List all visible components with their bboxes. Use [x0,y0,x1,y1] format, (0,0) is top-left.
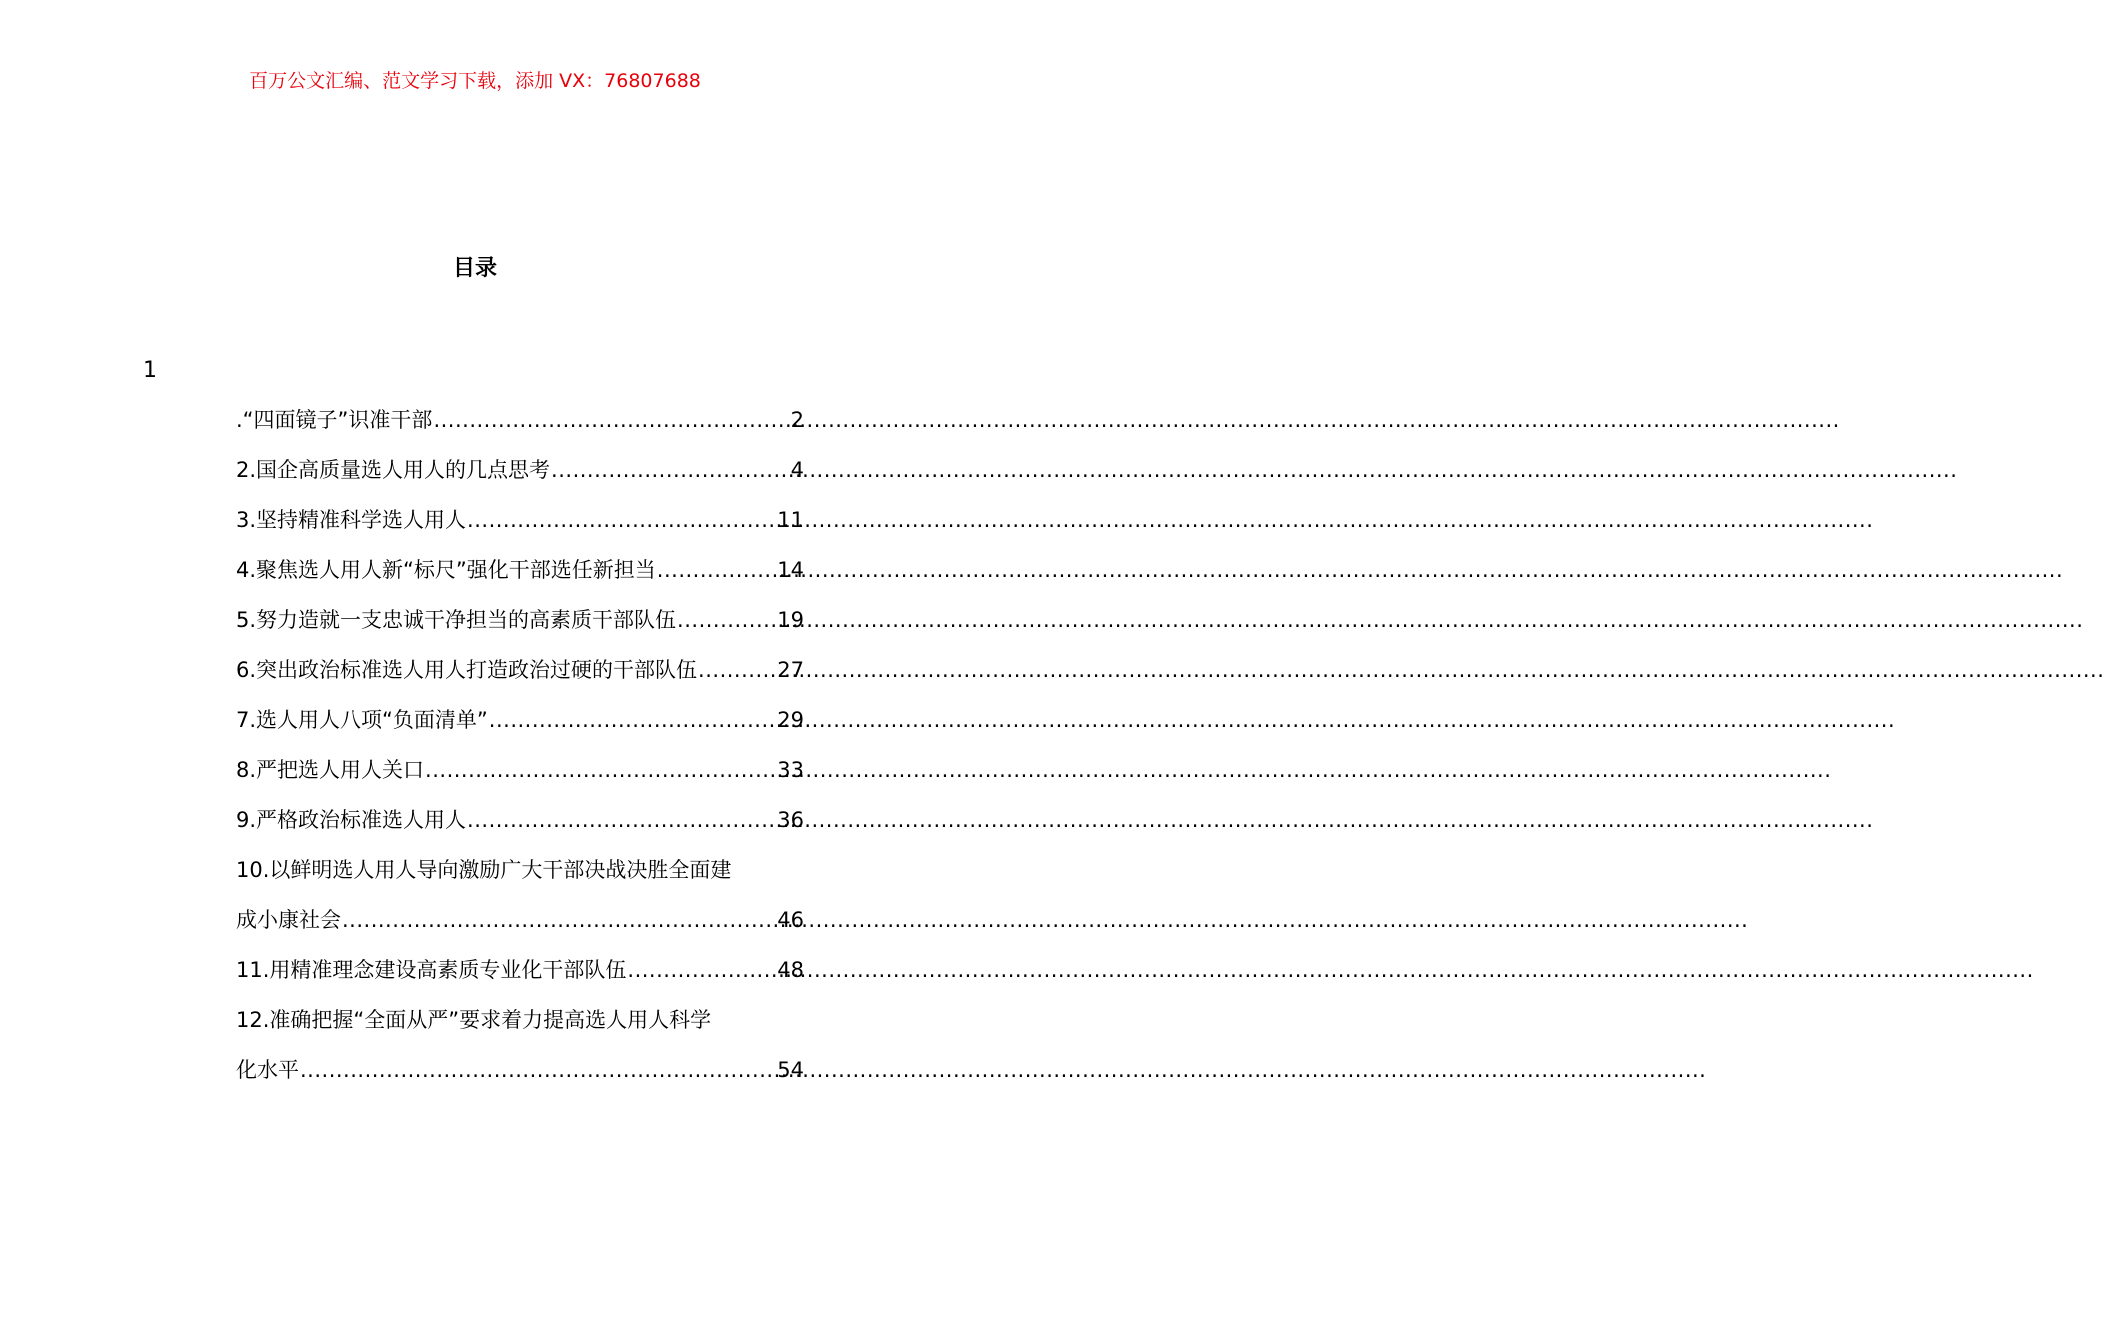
toc-entry-page: 14 [777,558,804,582]
toc-entry-title: 5.努力造就一支忠诚干净担当的高素质干部队伍 [236,608,677,632]
toc-entry-title: 7.选人用人八项“负面清单” [236,708,488,732]
toc-entry-title-continued: 化水平 [236,1058,299,1082]
toc-entry-title: 4.聚焦选人用人新“标尺”强化干部选任新担当 [236,558,656,582]
toc-entry-title: 3.坚持精准科学选人用人 [236,508,467,532]
toc-entry-3[interactable] [236,504,804,554]
toc-leader-dots [342,904,776,936]
toc-entry-10-line1[interactable] [236,854,804,904]
toc-entry-page: 48 [777,958,804,982]
toc-entry-4[interactable] [236,554,804,604]
toc-entry-page: 29 [777,708,804,732]
toc-entry-page: 27 [777,658,804,682]
toc-leader-dots [677,604,776,636]
header-note: 百万公文汇编、范文学习下载，添加 VX：76807688 [249,70,701,92]
toc-entry-9[interactable] [236,804,804,854]
page-title: 目录 [452,256,497,281]
toc-entry-2[interactable] [236,454,804,504]
toc-entry-page: 33 [777,758,804,782]
toc-leader-dots [300,1054,776,1086]
toc-leader-dots [425,754,776,786]
toc-entry-12-line2[interactable] [236,1054,804,1104]
toc-entry-title: .“四面镜子”识准干部 [236,408,433,432]
toc-entry-8[interactable] [236,754,804,804]
toc-entry-page: 19 [777,608,804,632]
toc-entry-title: 9.严格政治标准选人用人 [236,808,467,832]
toc-entry-page: 36 [777,808,804,832]
toc-leader-dots [489,704,776,736]
toc-entry-11[interactable] [236,954,804,1004]
toc-entry-page: 2 [790,408,804,432]
toc-leader-dots [467,504,776,536]
toc-entry-7[interactable] [236,704,804,754]
toc-entry-title: 6.突出政治标准选人用人打造政治过硬的干部队伍 [236,658,698,682]
toc-entry-title-continued: 成小康社会 [236,908,341,932]
toc-entry-1[interactable] [236,404,804,454]
toc-entry-page: 11 [777,508,804,532]
toc-leader-dots [627,954,776,986]
toc-entry-10-line2[interactable] [236,904,804,954]
toc-leader-dots [698,654,776,686]
section-number: 1 [143,358,157,383]
toc-entry-page: 46 [777,908,804,932]
toc-entry-title: 2.国企高质量选人用人的几点思考 [236,458,551,482]
toc-leader-dots [657,554,776,586]
toc-leader-dots [551,454,790,486]
toc-entry-title: 8.严把选人用人关口 [236,758,425,782]
toc-entry-title: 11.用精准理念建设高素质专业化干部队伍 [236,958,627,982]
toc-entry-page: 4 [790,458,804,482]
toc-entry-12-line1[interactable] [236,1004,804,1054]
toc-leader-dots [433,404,789,436]
toc-entry-title: 10.以鲜明选人用人导向激励广大干部决战决胜全面建 [236,858,732,882]
toc-entry-page: 54 [777,1058,804,1082]
toc-entry-title: 12.准确把握“全面从严”要求着力提高选人用人科学 [236,1008,712,1032]
toc-entry-6[interactable] [236,654,804,704]
toc-list [236,404,804,1104]
toc-entry-5[interactable] [236,604,804,654]
toc-leader-dots [467,804,776,836]
